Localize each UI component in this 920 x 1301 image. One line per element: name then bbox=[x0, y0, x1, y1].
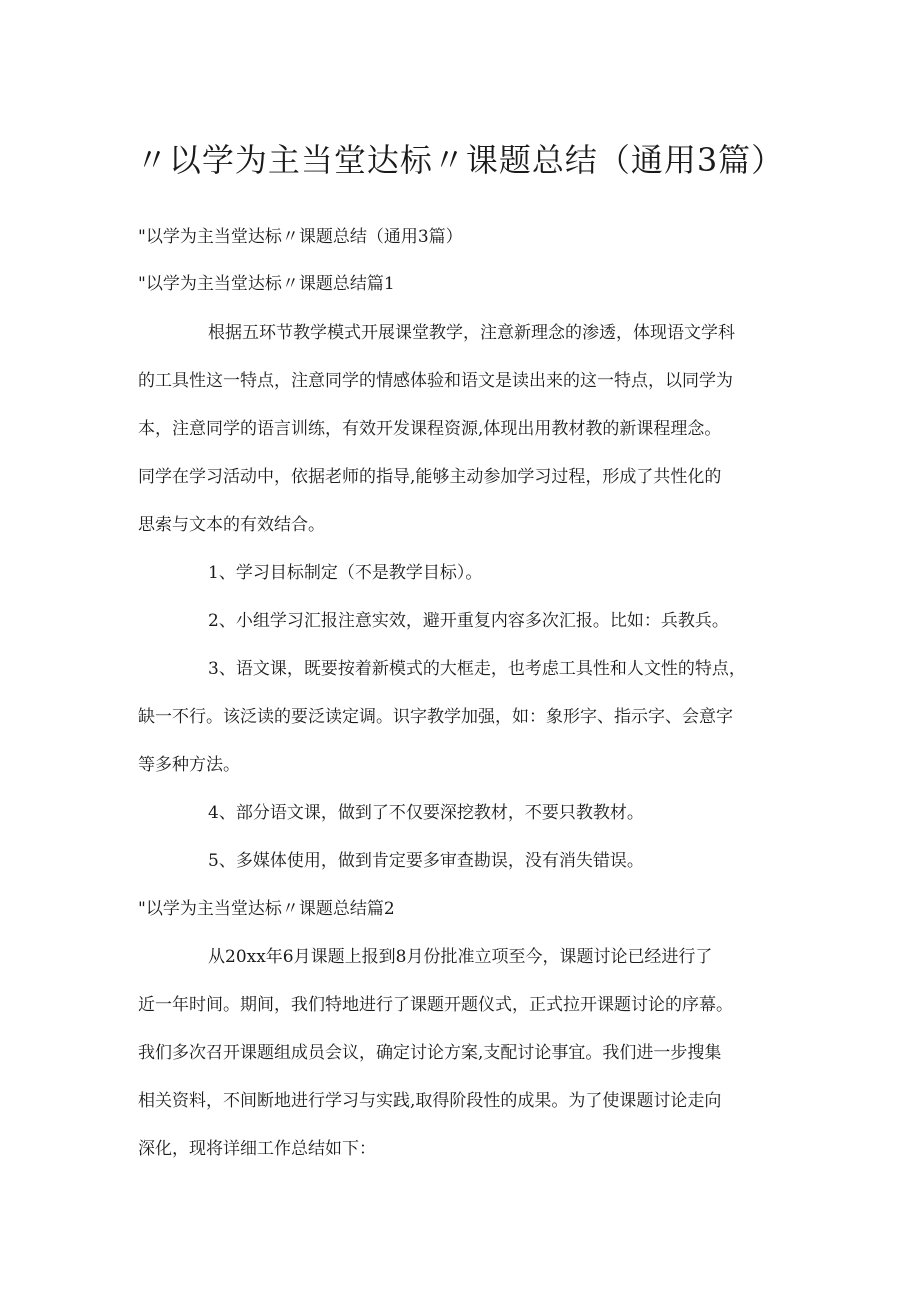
list-item-continuation: 等多种方法。 bbox=[138, 755, 240, 775]
paragraph-line: 近一年时间。期间，我们特地进行了课题开题仪式，正式拉开课题讨论的序幕。 bbox=[138, 995, 733, 1015]
document-subtitle: "以学为主当堂达标〃课题总结（通用3篇） bbox=[138, 227, 463, 247]
paragraph-line: 思索与文本的有效结合。 bbox=[138, 515, 325, 535]
paragraph-line: 相关资料，不间断地进行学习与实践,取得阶段性的成果。为了使课题讨论走向 bbox=[138, 1091, 722, 1111]
paragraph-line: 同学在学习活动中，依据老师的指导,能够主动参加学习过程，形成了共性化的 bbox=[138, 467, 722, 487]
list-item: 1、学习目标制定（不是教学目标）。 bbox=[208, 563, 483, 583]
document-title: 〃以学为主当堂达标〃课题总结（通用3篇） bbox=[135, 141, 785, 179]
list-item: 4、部分语文课，做到了不仅要深挖教材，不要只教教材。 bbox=[208, 803, 644, 823]
paragraph-line: 深化，现将详细工作总结如下： bbox=[138, 1139, 376, 1159]
list-item: 5、多媒体使用，做到肯定要多审查勘误，没有消失错误。 bbox=[208, 851, 644, 871]
list-item: 3、语文课，既要按着新模式的大框走，也考虑工具性和人文性的特点， bbox=[208, 659, 746, 679]
paragraph-line: 我们多次召开课题组成员会议，确定讨论方案,支配讨论事宜。我们进一步搜集 bbox=[138, 1043, 722, 1063]
section2-heading: "以学为主当堂达标〃课题总结篇2 bbox=[138, 899, 395, 919]
paragraph-line: 根据五环节教学模式开展课堂教学，注意新理念的渗透，体现语文学科 bbox=[208, 323, 735, 343]
paragraph-line: 从20xx年6月课题上报到8月份批准立项至今，课题讨论已经进行了 bbox=[208, 947, 713, 967]
paragraph-line: 的工具性这一特点，注意同学的情感体验和语文是读出来的这一特点，以同学为 bbox=[138, 371, 733, 391]
paragraph-line: 本，注意同学的语言训练，有效开发课程资源,体现出用教材教的新课程理念。 bbox=[138, 419, 722, 439]
section1-heading: "以学为主当堂达标〃课题总结篇1 bbox=[138, 274, 395, 294]
list-item-continuation: 缺一不行。该泛读的要泛读定调。识字教学加强，如：象形字、指示字、会意字 bbox=[138, 707, 733, 727]
list-item: 2、小组学习汇报注意实效，避开重复内容多次汇报。比如：兵教兵。 bbox=[208, 611, 729, 631]
